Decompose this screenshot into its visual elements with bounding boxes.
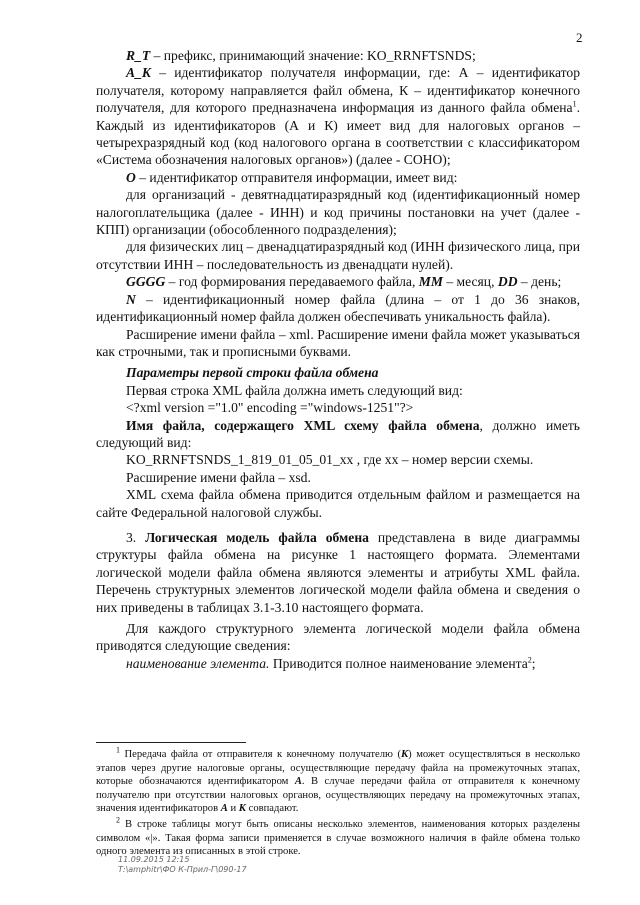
term-dd: DD [497,274,518,290]
paragraph-r-t [96,47,580,64]
footnote-2 [96,815,580,859]
term-a-k: A_K [126,65,151,81]
text: – идентификатор получателя информации, где: А – идентификатор получателя, которому направляется файл обмена, К – идентификатор конечного получателя, для которого предназначена информация из данного файла обмена [96,65,580,116]
text: Передача файла от отправителя к конечному получателю ( [120,749,401,760]
text: Приводится полное наименование элемента [269,655,528,671]
term-k: К [400,749,409,760]
text: – день; [517,274,562,290]
document-body [96,47,580,672]
term-a: А [220,803,228,815]
stamp-date: 11.09.2015 12:15 [118,855,190,864]
paragraph-org: для организаций - девятнадцатиразрядный код (идентификационный номер налогоплательщика (далее - ИНН) и код причины постановки на учет (далее - КПП) организации (обособленного подразделения); [96,187,580,238]
print-stamp [118,855,247,875]
text: и [227,803,239,815]
text: – идентификационный номер файла (длина – от 1 до 36 знаков, идентификационный номер файла должен обеспечивать уникальность файла). [96,291,580,325]
text: В строке таблицы могут быть описаны несколько элементов, наименования которых разделены символом «|». Такая форма записи применяется в случае возможного наличия в файле обмена только одного элемента из описанных в этой строке. [96,818,580,858]
text: – месяц, [442,274,498,290]
element-name-term: наименование элемента. [126,655,270,671]
xml-declaration: <?xml version ="1.0" encoding ="windows-1251"?> [126,400,414,416]
schema-heading: Имя файла, содержащего XML схему файла обмена [126,417,480,433]
footnote-ref: 2 [527,655,532,665]
term-o: O [126,169,136,185]
paragraph-extension: Расширение имени файла – xml. Расширение имени файла может указываться как строчными, так и прописными буквами. [96,326,580,359]
footnote-ref: 1 [572,99,577,109]
paragraph-schema-separate: XML схема файла обмена приводится отдельным файлом и размещается на сайте Федеральной налоговой службы. [96,487,580,520]
text: – префикс, принимающий значение: KO_RRNFTSNDS; [150,48,476,63]
term-n: N [126,291,136,307]
term-a: А [294,776,302,788]
paragraph-person: для физических лиц – двенадцатиразрядный код (ИНН физического лица, при отсутствии ИНН – последовательность из двенадцати нулей). [96,239,580,272]
heading-first-line: Параметры первой строки файла обмена [126,365,379,381]
text: ) может осуществляться в несколько этапов через другие налоговые органы, осуществляющие передачу файла на промежуточных этапах, которые обозначаются идентификатором [96,749,580,788]
paragraph-a-k [96,64,580,168]
term-gggg: GGGG [126,274,166,290]
schema-extension: Расширение имени файла – xsd. [126,469,311,485]
section-title: Логическая модель файла обмена [145,529,369,545]
text: представлена в виде диаграммы структуры файла обмена на рисунке 1 настоящего формата. Элементами логической модели файла обмена являются элементы и атрибуты XML файла. Перечень структурных элементов логической модели файла обмена и сведения о них приведены в таблицах 3.1-3.10 настоящего формата. [96,529,580,615]
footnote-number: 2 [116,815,120,825]
text: совпадают. [245,803,299,815]
term-r-t: R_T [126,48,151,63]
schema-filename: KO_RRNFTSNDS_1_819_01_05_01_xx , где хх – номер версии схемы. [126,452,534,468]
paragraph-first-line: Первая строка XML файла должна иметь следующий вид: [126,382,463,398]
paragraph-section-3 [96,529,580,616]
text: . Каждый из идентификаторов (А и К) имеет вид для налоговых органов – четырехразрядный код (код налогового органа в соответствии с классификатором «Система обозначения налоговых органов») (далее - СОНО); [96,100,580,168]
text: ; [531,655,536,671]
paragraph-each-element: Для каждого структурного элемента логической модели файла обмена приводятся следующие сведения: [96,621,580,654]
text: – год формирования передаваемого файла, [165,274,419,290]
footnotes [96,745,580,861]
footnote-1 [96,745,580,816]
paragraph-o [96,169,580,186]
paragraph-element-name [96,655,580,672]
paragraph-schema-name [96,417,580,452]
text: . В случае передачи файла от отправителя к конечному получателю при отсутствии налоговых органов, осуществляющих передачу на промежуточных этапах, значения идентификаторов [96,776,580,815]
footnote-number: 1 [116,745,120,755]
term-k: К [238,803,246,815]
paragraph-date [96,273,580,290]
page-number: 2 [576,30,583,45]
text: , должно иметь следующий вид: [96,417,580,450]
term-mm: MM [418,274,443,290]
text: – идентификатор отправителя информации, имеет вид: [135,169,458,185]
footnote-separator [96,742,246,743]
stamp-path: Т:\amphitr\ФО К-Прил-Г\090-17 [118,865,247,874]
paragraph-n [96,291,580,326]
section-number: 3. [126,529,146,545]
